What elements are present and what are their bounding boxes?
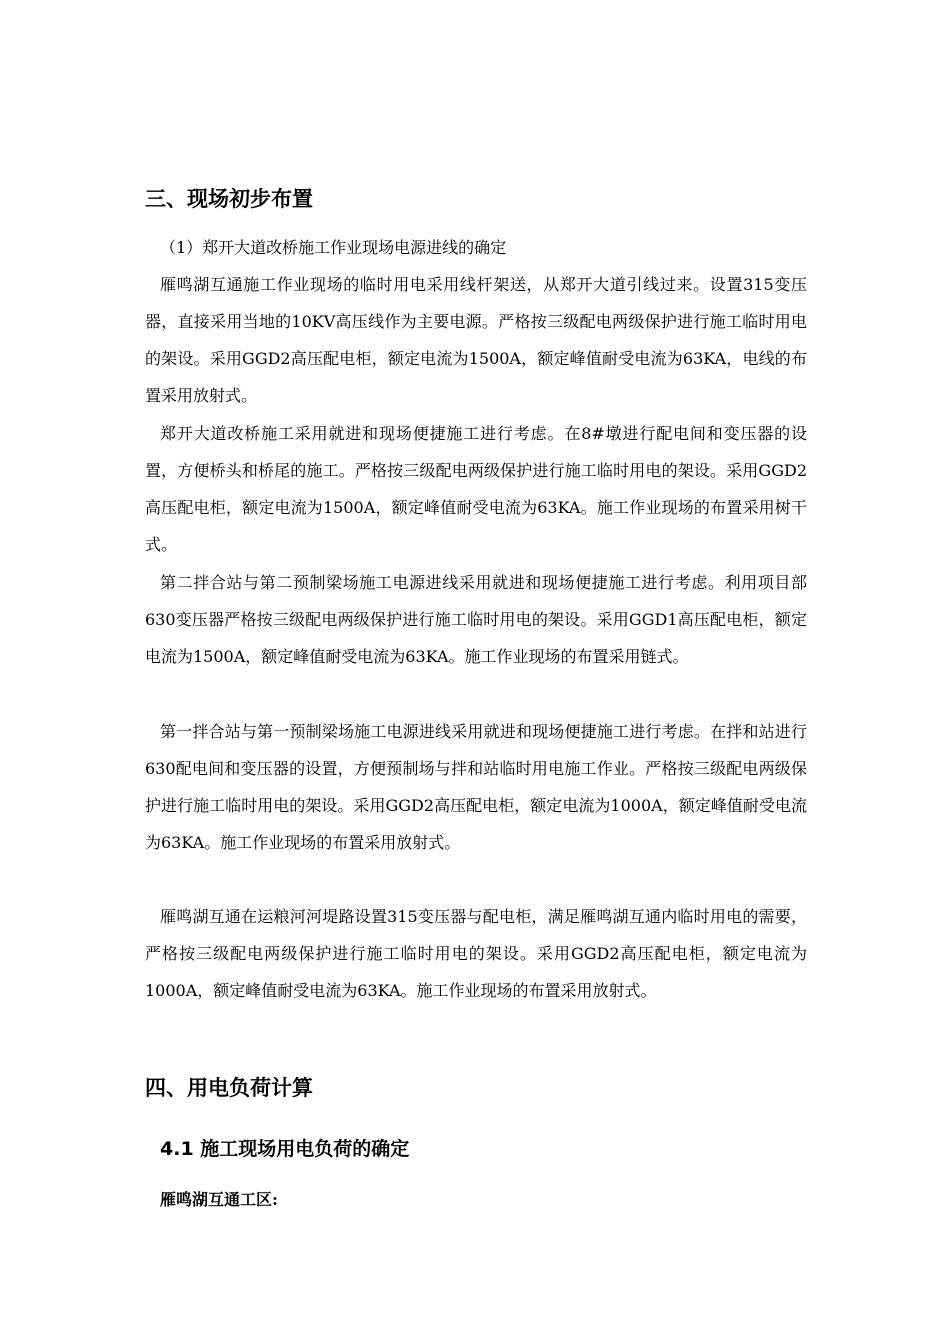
paragraph-4: 第一拌合站与第一预制梁场施工电源进线采用就进和现场便捷施工进行考虑。在拌和站进行630配电间和变压器的设置，方便预制场与拌和站临时用电施工作业。严格按三级配电两级保护进行施工临时用电的架设。采用GGD2高压配电柜，额定电流为1000A，额定峰值耐受电流为63KA。施工作业现场的布置采用放射式。 xyxy=(145,722,807,852)
paragraph-5: 雁鸣湖互通在运粮河河堤路设置315变压器与配电柜，满足雁鸣湖互通内临时用电的需要，严格按三级配电两级保护进行施工临时用电的架设。采用GGD2高压配电柜，额定电流为1000A，额定峰值耐受电流为63KA。施工作业现场的布置采用放射式。 xyxy=(145,907,807,1000)
section-4-1-heading: 4.1 施工现场用电负荷的确定 xyxy=(160,1138,410,1160)
paragraph-3: 第二拌合站与第二预制梁场施工电源进线采用就进和现场便捷施工进行考虑。利用项目部630变压器严格按三级配电两级保护进行施工临时用电的架设。采用GGD1高压配电柜，额定电流为1500A，额定峰值耐受电流为63KA。施工作业现场的布置采用链式。 xyxy=(145,573,807,666)
section-4-heading: 四、用电负荷计算 xyxy=(145,1076,313,1100)
area-label: 雁鸣湖互通工区: xyxy=(160,1190,278,1209)
section-3-subheading: （1）郑开大道改桥施工作业现场电源进线的确定 xyxy=(160,238,507,257)
paragraph-2: 郑开大道改桥施工采用就进和现场便捷施工进行考虑。在8#墩进行配电间和变压器的设置，方便桥头和桥尾的施工。严格按三级配电两级保护进行施工临时用电的架设。采用GGD2高压配电柜，额定电流为1500A，额定峰值耐受电流为63KA。施工作业现场的布置采用树干式。 xyxy=(145,424,807,554)
paragraph-1: 雁鸣湖互通施工作业现场的临时用电采用线杆架送，从郑开大道引线过来。设置315变压器，直接采用当地的10KV高压线作为主要电源。严格按三级配电两级保护进行施工临时用电的架设。采用GGD2高压配电柜，额定电流为1500A，额定峰值耐受电流为63KA，电线的布置采用放射式。 xyxy=(145,275,807,405)
section-3-heading: 三、现场初步布置 xyxy=(145,187,313,211)
